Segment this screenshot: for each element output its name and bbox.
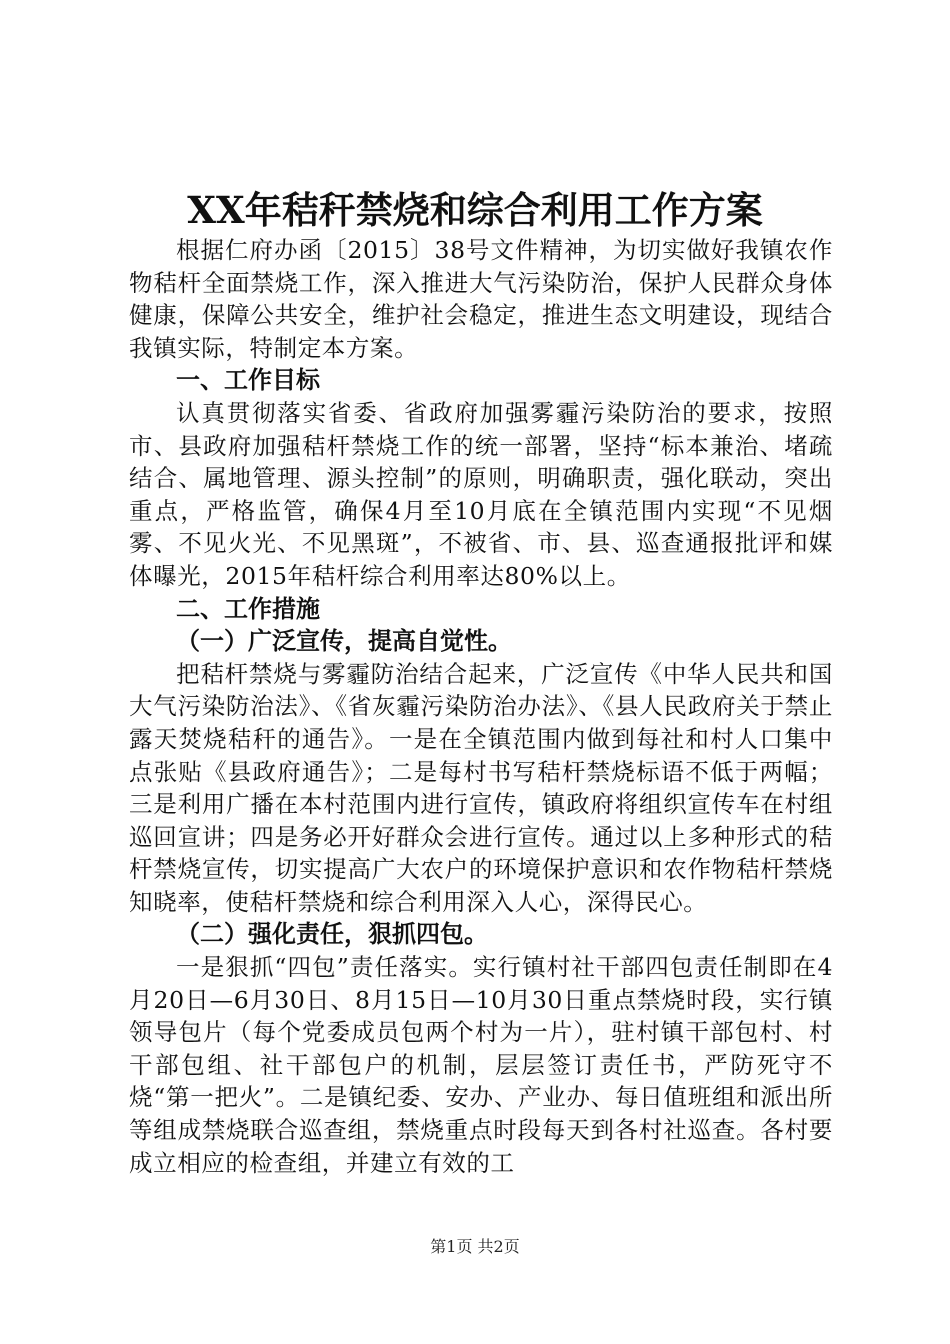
- subsection-heading-responsibility: （二）强化责任，狠抓四包。: [176, 920, 488, 949]
- intro-paragraph: 根据仁府办函〔2015〕38号文件精神，为切实做好我镇农作物秸杆全面禁烧工作，深入推进大气污染防治，保护人民群众身体健康，保障公共安全，维护社会稳定，推进生态文明建设，现结合我镇实际，特制定本方案。: [129, 236, 833, 362]
- goals-paragraph: 认真贯彻落实省委、省政府加强雾霾污染防治的要求，按照市、县政府加强秸杆禁烧工作的统一部署，坚持“标本兼治、堵疏结合、属地管理、源头控制”的原则，明确职责，强化联动，突出重点，严格监管，确保4月至10月底在全镇范围内实现“不见烟雾、不见火光、不见黑斑”，不被省、市、县、巡查通报批评和媒体曝光，2015年秸杆综合利用率达80%以上。: [129, 398, 833, 590]
- subsection-heading-publicity: （一）广泛宣传，提高自觉性。: [176, 627, 512, 656]
- publicity-paragraph: 把秸杆禁烧与雾霾防治结合起来，广泛宣传《中华人民共和国大气污染防治法》、《省灰霾污染防治办法》、《县人民政府关于禁止露天焚烧秸秆的通告》。一是在全镇范围内做到每社和村人口集中点张贴《县政府通告》；二是每村书写秸杆禁烧标语不低于两幅；三是利用广播在本村范围内进行宣传，镇政府将组织宣传车在村组巡回宣讲；四是务必开好群众会进行宣传。通过以上多种形式的秸杆禁烧宣传，切实提高广大农户的环境保护意识和农作物秸杆禁烧知晓率，使秸杆禁烧和综合利用深入人心，深得民心。: [129, 659, 833, 916]
- document-body: [129, 234, 833, 1179]
- document-title: XX年秸秆禁烧和综合利用工作方案: [187, 188, 763, 232]
- responsibility-paragraph: 一是狠抓“四包”责任落实。实行镇村社干部四包责任制即在4月20日—6月30日、8月15日—10月30日重点禁烧时段，实行镇领导包片（每个党委成员包两个村为一片），驻村镇干部包村、村干部包组、社干部包户的机制，层层签订责任书，严防死守不烧“第一把火”。二是镇纪委、安办、产业办、每日值班组和派出所等组成禁烧联合巡查组，禁烧重点时段每天到各村社巡查。各村要成立相应的检查组，并建立有效的工: [129, 953, 833, 1177]
- page-number-footer: 第1页 共2页: [430, 1237, 520, 1256]
- section-heading-goals: 一、工作目标: [176, 366, 320, 395]
- section-heading-measures: 二、工作措施: [176, 594, 320, 623]
